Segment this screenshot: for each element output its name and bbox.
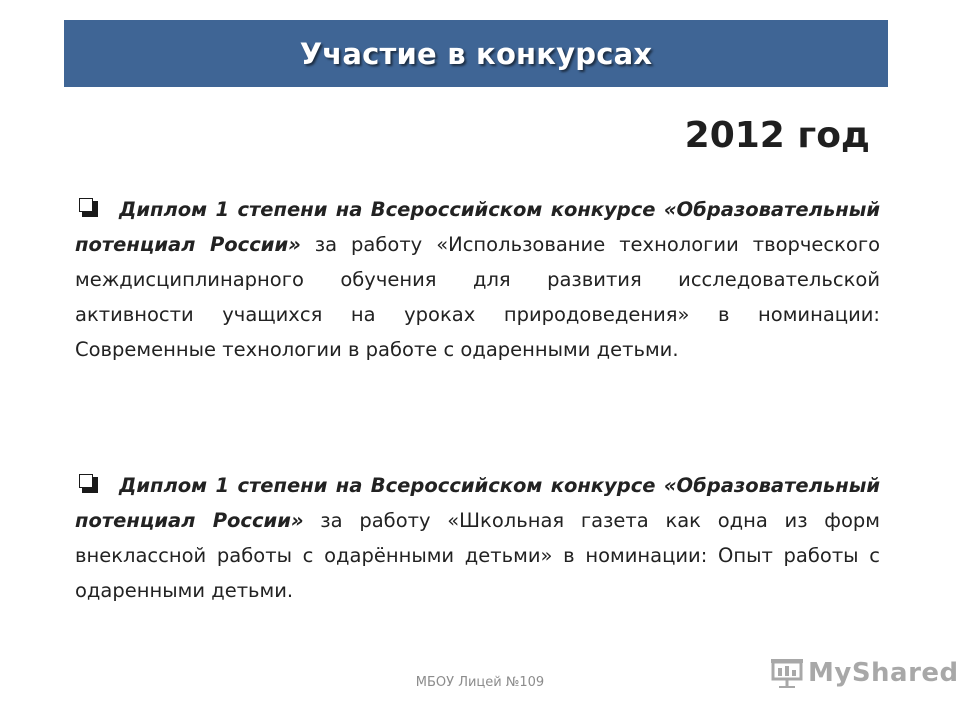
award-item [75, 468, 880, 608]
watermark-logo [770, 656, 959, 690]
slide-title: Участие в конкурсах [299, 36, 653, 71]
checkbox-bullet-icon [79, 474, 99, 494]
award-title: Диплом 1 степени на Всероссийском конкурсе «Образовательный потенциал России» [75, 198, 880, 256]
award-item [75, 192, 880, 367]
award-title: Диплом 1 степени на Всероссийском конкурсе «Образовательный потенциал России» [75, 474, 880, 532]
footer-text: МБОУ Лицей №109 [415, 675, 545, 690]
award-description: за работу «Использование технологии творческого междисциплинарного обучения для развития исследовательской активности учащихся на уроках природоведения» в номинации: Современные технологии в работе с одаренными детьми. [75, 233, 880, 361]
year-heading: 2012 год [684, 115, 870, 156]
presentation-board-icon [770, 658, 804, 688]
title-banner [64, 20, 888, 87]
watermark-brand: MyShared [808, 658, 959, 688]
checkbox-bullet-icon [79, 198, 99, 218]
award-description: за работу «Школьная газета как одна из форм внеклассной работы с одарёнными детьми» в номинации: Опыт работы с одаренными детьми. [75, 509, 880, 602]
